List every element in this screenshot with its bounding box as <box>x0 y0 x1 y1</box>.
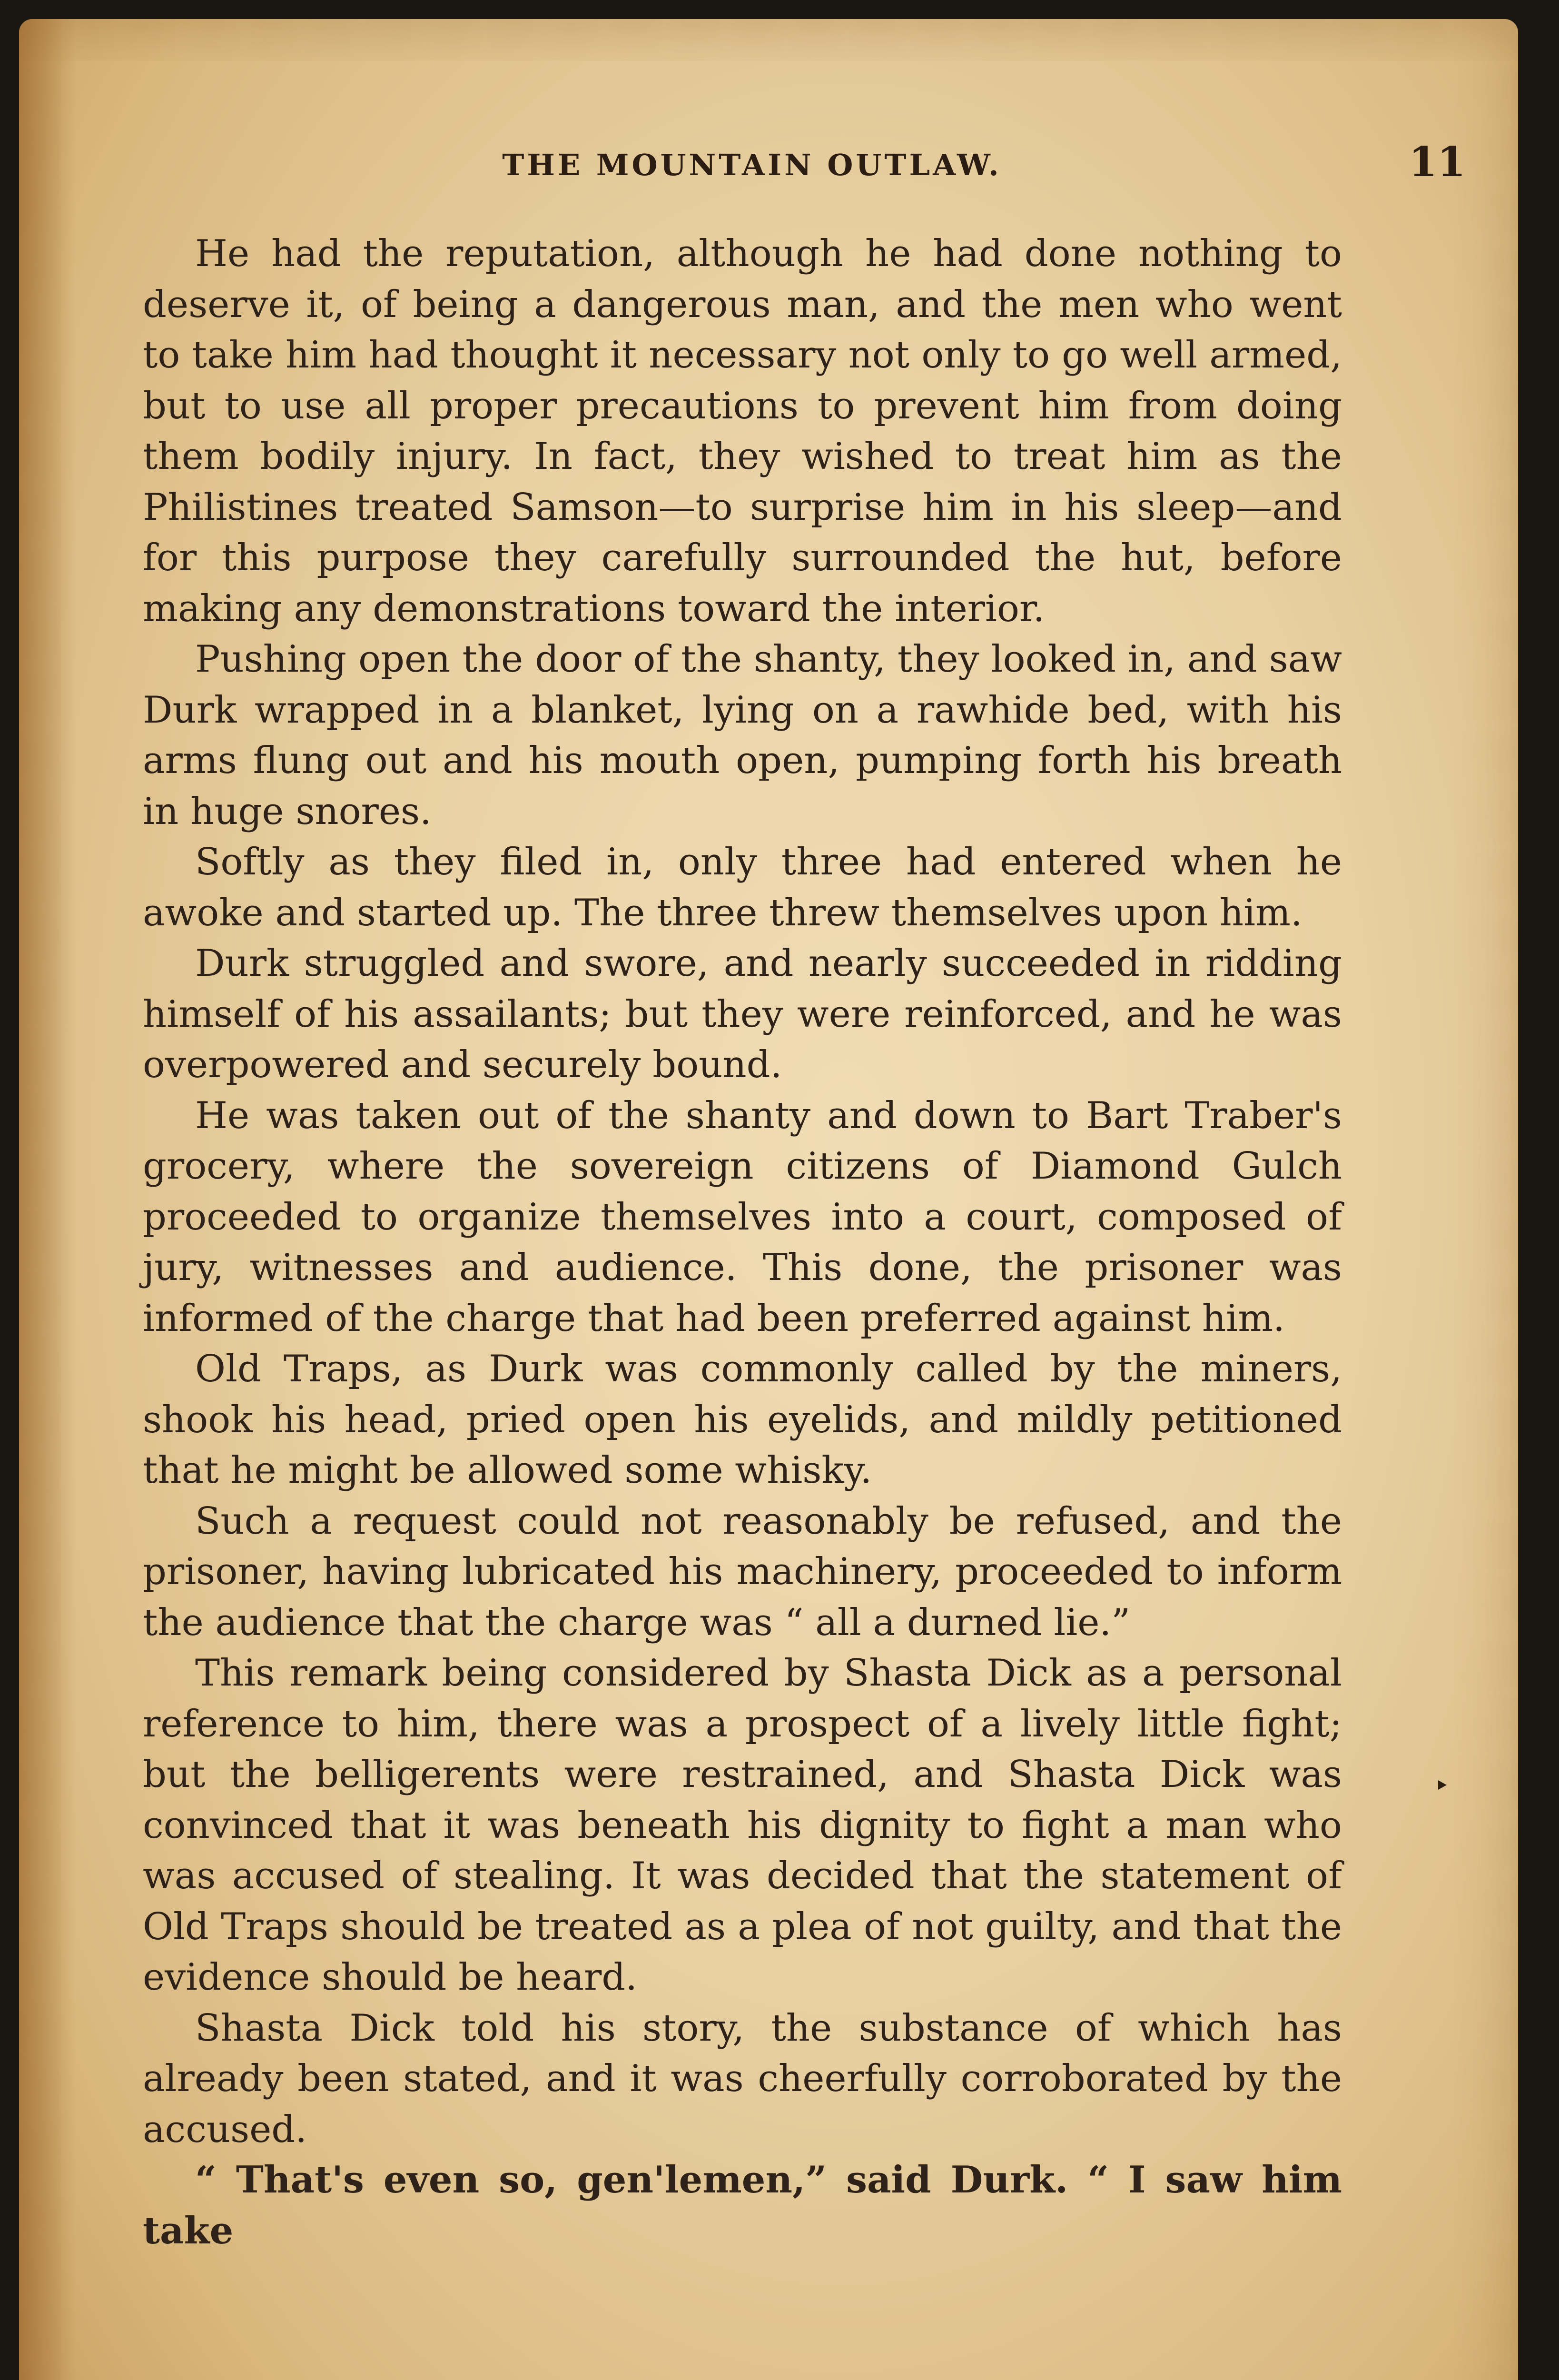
page-header <box>143 138 1466 190</box>
paragraph: This remark being considered by Shasta Dick as a personal reference to him, there was a prospect of a lively little fight; but the belligerents were restrained, and Shasta Dick was convinced that it was beneath his dignity to fight a man who was accused of stealing. It was decided that the statement of Old Traps should be treated as a plea of not guilty, and that the evidence should be heard. <box>143 1652 1342 1999</box>
paragraph: Durk struggled and swore, and nearly succeeded in ridding himself of his assailants; but they were reinforced, and he was overpowered and securely bound. <box>143 942 1342 1086</box>
running-title: THE MOUNTAIN OUTLAW. <box>502 148 1002 182</box>
paragraph: He had the reputation, although he had done nothing to deserve it, of being a dangerous man, and the men who went to take him had thought it necessary not only to go well armed, but to use all proper precautions to prevent him from doing them bodily injury. In fact, they wished to treat him as the Philistines treated Samson—to surprise him in his sleep—and for this purpose they carefully surrounded the hut, before making any demonstrations toward the interior. <box>143 232 1342 630</box>
paragraph: Old Traps, as Durk was commonly called by the miners, shook his head, pried open his eyelids, and mildly petitioned that he might be allowed some whisky. <box>143 1348 1342 1492</box>
book-page <box>19 19 1518 2380</box>
paragraph: “ That's even so, gen'lemen,” said Durk. “ I saw him take <box>143 2158 1342 2252</box>
paragraph: He was taken out of the shanty and down to Bart Traber's grocery, where the sovereign citizens of Diamond Gulch proceeded to organize themselves into a court, composed of jury, witnesses and audience. This done, the prisoner was informed of the charge that had been preferred against him. <box>143 1094 1342 1340</box>
page-number: 11 <box>1409 138 1466 186</box>
paragraph: Softly as they filed in, only three had entered when he awoke and started up. The three threw themselves upon him. <box>143 841 1342 934</box>
paragraph: Pushing open the door of the shanty, they looked in, and saw Durk wrapped in a blanket, lying on a rawhide bed, with his arms flung out and his mouth open, pumping forth his breath in huge snores. <box>143 638 1342 833</box>
paragraph: Shasta Dick told his story, the substance of which has already been stated, and it was cheerfully corroborated by the accused. <box>143 2006 1342 2151</box>
paragraph: Such a request could not reasonably be refused, and the prisoner, having lubricated his machinery, proceeded to inform the audience that the charge was “ all a durned lie.” <box>143 1499 1342 1644</box>
edge-mark-icon <box>1438 1780 1447 1790</box>
body-text <box>143 228 1342 2256</box>
